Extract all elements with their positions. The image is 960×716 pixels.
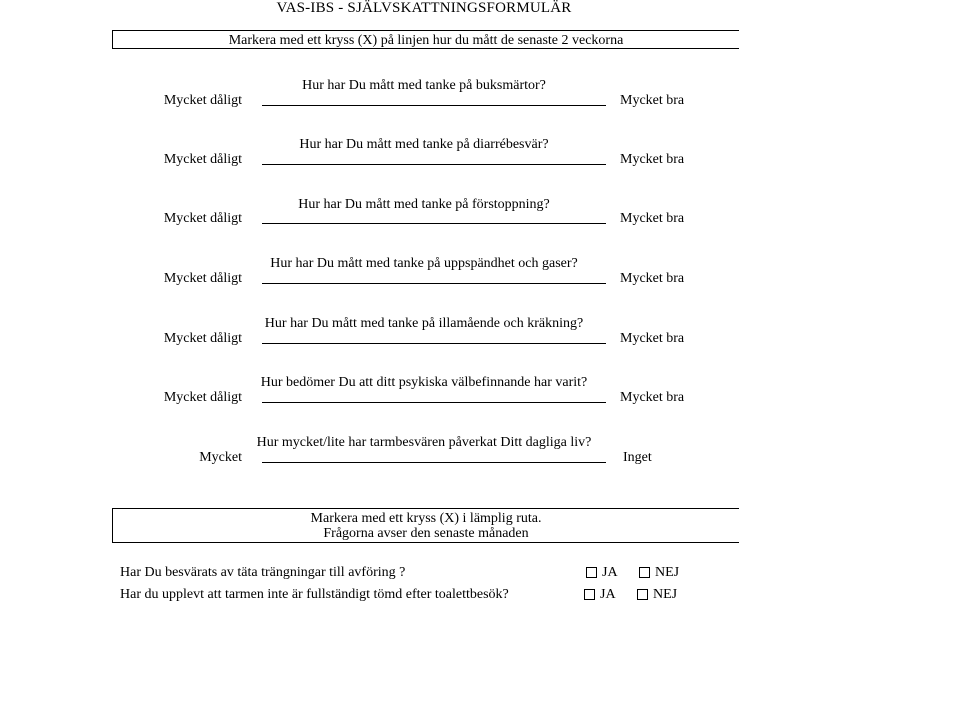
scale-question: Hur mycket/lite har tarmbesvären påverkat Ditt dagliga liv? (256, 435, 592, 450)
scale-question: Hur har Du mått med tanke på buksmärtor? (302, 78, 546, 93)
no-checkbox[interactable] (639, 567, 650, 578)
scale-right-label: Mycket bra (620, 331, 685, 346)
scale-right-label: Mycket bra (620, 271, 685, 286)
scale-line[interactable] (262, 223, 606, 224)
no-label: NEJ (653, 587, 678, 602)
no-checkbox[interactable] (637, 589, 648, 600)
scale-line[interactable] (262, 343, 606, 344)
scale-line[interactable] (262, 462, 606, 463)
scale-question: Hur bedömer Du att ditt psykiska välbefinnande har varit? (260, 375, 588, 390)
scale-instruction: Markera med ett kryss (X) på linjen hur du mått de senaste 2 veckorna (228, 33, 624, 48)
yes-no-question: Har du upplevt att tarmen inte är fullständigt tömd efter toalettbesök? (120, 587, 509, 602)
scale-question: Hur har Du mått med tanke på uppspändhet och gaser? (270, 256, 578, 271)
scale-left-label: Mycket dåligt (163, 93, 242, 108)
checkbox-instruction-line2: Frågorna avser den senaste månaden (323, 526, 529, 541)
scale-left-label: Mycket (199, 450, 242, 465)
no-label: NEJ (655, 565, 680, 580)
scale-left-label: Mycket dåligt (163, 331, 242, 346)
scale-right-label: Inget (623, 450, 652, 465)
yes-label: JA (600, 587, 616, 602)
scale-line[interactable] (262, 164, 606, 165)
yes-no-question: Har Du besvärats av täta trängningar till avföring ? (120, 565, 406, 580)
scale-instruction-box (112, 30, 739, 49)
scale-right-label: Mycket bra (620, 152, 685, 167)
scale-right-label: Mycket bra (620, 211, 685, 226)
scale-line[interactable] (262, 105, 606, 106)
scale-line[interactable] (262, 402, 606, 403)
scale-left-label: Mycket dåligt (163, 152, 242, 167)
scale-line[interactable] (262, 283, 606, 284)
yes-checkbox[interactable] (584, 589, 595, 600)
scale-question: Hur har Du mått med tanke på diarrébesvär? (299, 137, 549, 152)
scale-left-label: Mycket dåligt (163, 211, 242, 226)
scale-question: Hur har Du mått med tanke på förstoppning? (298, 197, 550, 212)
checkbox-instruction-box (112, 508, 739, 543)
scale-left-label: Mycket dåligt (163, 390, 242, 405)
scale-right-label: Mycket bra (620, 390, 685, 405)
checkbox-instruction-line1: Markera med ett kryss (X) i lämplig ruta. (310, 511, 542, 526)
form-title: VAS-IBS - SJÄLVSKATTNINGSFORMULÄR (276, 0, 572, 16)
scale-right-label: Mycket bra (620, 93, 685, 108)
yes-checkbox[interactable] (586, 567, 597, 578)
yes-label: JA (602, 565, 618, 580)
scale-question: Hur har Du mått med tanke på illamående och kräkning? (264, 316, 584, 331)
scale-left-label: Mycket dåligt (163, 271, 242, 286)
